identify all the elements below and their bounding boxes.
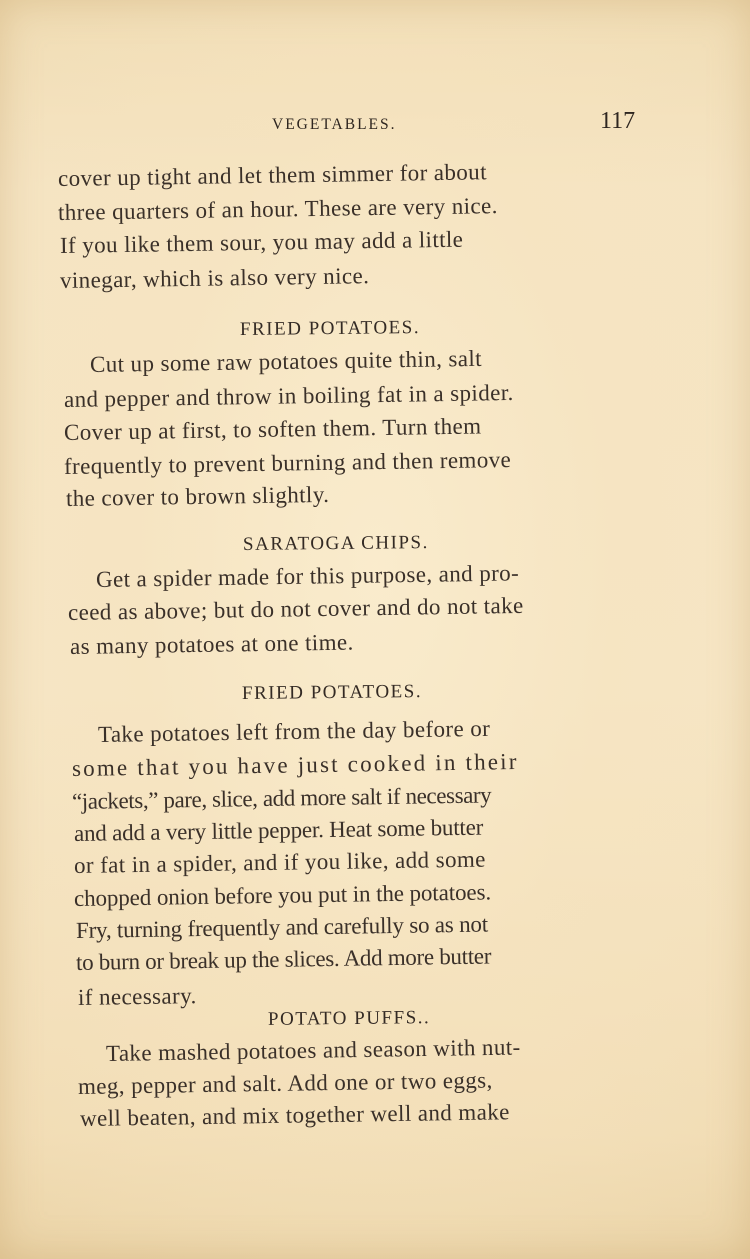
body-line: vinegar, which is also very nice. <box>59 263 370 293</box>
body-line: well beaten, and mix together well and make <box>79 1099 510 1131</box>
body-line: or fat in a spider, and if you like, add some <box>73 846 486 878</box>
body-line: as many potatoes at one time. <box>69 629 354 659</box>
section-heading: SARATOGA CHIPS. <box>242 532 429 555</box>
body-line: Get a spider made for this purpose, and pro- <box>95 560 520 592</box>
section-heading: FRIED POTATOES. <box>239 317 421 340</box>
page-number: 117 <box>600 108 636 134</box>
body-line: Fry, turning frequently and carefully so as not <box>75 911 489 943</box>
body-line: three quarters of an hour. These are very nice. <box>57 193 498 225</box>
body-line: Take potatoes left from the day before or <box>97 715 491 747</box>
section-heading: FRIED POTATOES. <box>241 681 423 704</box>
body-line: Cut up some raw potatoes quite thin, salt <box>89 345 483 377</box>
body-line: ceed as above; but do not cover and do not take <box>67 592 524 625</box>
running-head: VEGETABLES. <box>272 116 397 133</box>
body-line: and pepper and throw in boiling fat in a spider. <box>63 379 514 412</box>
body-line: if necessary. <box>77 983 197 1010</box>
body-line: and add a very little pepper. Heat some butter <box>73 814 484 846</box>
body-line: If you like them sour, you may add a little <box>59 226 464 258</box>
body-line: the cover to brown slightly. <box>65 481 330 511</box>
body-line: cover up tight and let them simmer for about <box>57 159 488 191</box>
body-line: Take mashed potatoes and season with nut- <box>105 1034 521 1066</box>
body-line: Cover up at first, to soften them. Turn them <box>63 413 482 445</box>
body-line: “jackets,” pare, slice, add more salt if necessary <box>71 782 492 814</box>
body-line: some that you have just cooked in their <box>71 748 519 781</box>
body-line: to burn or break up the slices. Add more butter <box>75 943 492 975</box>
body-line: frequently to prevent burning and then remove <box>63 446 512 479</box>
body-line: chopped onion before you put in the potatoes. <box>73 879 492 911</box>
body-line: meg, pepper and salt. Add one or two eggs, <box>77 1067 493 1099</box>
section-heading: POTATO PUFFS.. <box>267 1007 431 1030</box>
